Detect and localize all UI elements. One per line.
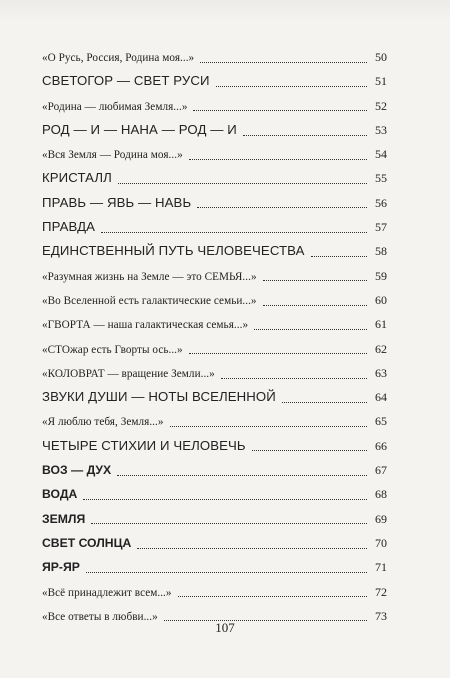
page-number: 107 bbox=[215, 620, 235, 635]
toc-entry-title: «КОЛОВРАТ — вращение Земли...» bbox=[42, 367, 215, 380]
toc-entry bbox=[42, 166, 387, 190]
toc-entry bbox=[42, 94, 387, 118]
dot-leader bbox=[170, 426, 367, 427]
dot-leader bbox=[221, 378, 367, 379]
toc-entry-title: «Я люблю тебя, Земля...» bbox=[42, 416, 164, 429]
toc-entry-title: КРИСТАЛЛ bbox=[42, 170, 112, 186]
toc-entry bbox=[42, 507, 387, 531]
toc-entry-page: 61 bbox=[375, 317, 387, 332]
toc-entry bbox=[42, 361, 387, 385]
toc-entry bbox=[42, 434, 387, 458]
dot-leader bbox=[252, 450, 367, 451]
toc-entry bbox=[42, 288, 387, 312]
toc-entry-page: 71 bbox=[375, 560, 387, 575]
dot-leader bbox=[86, 572, 367, 573]
dot-leader bbox=[282, 402, 367, 403]
toc-entry-page: 53 bbox=[375, 122, 387, 137]
toc-entry-page: 70 bbox=[375, 535, 387, 550]
toc-entry-title: ПРАВЬ — ЯВЬ — НАВЬ bbox=[42, 194, 192, 210]
toc-entry-page: 54 bbox=[375, 147, 387, 162]
dot-leader bbox=[193, 110, 367, 111]
toc-entry-page: 62 bbox=[375, 341, 387, 356]
dot-leader bbox=[189, 159, 367, 160]
toc-entry-title: ЧЕТЫРЕ СТИХИИ И ЧЕЛОВЕЧЬ bbox=[42, 437, 246, 453]
toc-entry bbox=[42, 239, 387, 263]
toc-entry-page: 69 bbox=[375, 511, 387, 526]
dot-leader bbox=[243, 135, 367, 136]
toc-entry bbox=[42, 458, 387, 482]
dot-leader bbox=[101, 232, 367, 233]
toc-entry-title: «Всё принадлежит всем...» bbox=[42, 586, 172, 599]
toc-entry bbox=[42, 531, 387, 555]
dot-leader bbox=[200, 62, 367, 63]
toc-entry-title: ЗЕМЛЯ bbox=[42, 511, 86, 526]
toc-entry-page: 56 bbox=[375, 195, 387, 210]
toc-entry bbox=[42, 142, 387, 166]
toc-entry bbox=[42, 337, 387, 361]
toc-entry bbox=[42, 264, 387, 288]
toc-entry-page: 73 bbox=[375, 608, 387, 623]
dot-leader bbox=[311, 256, 367, 257]
toc-entry-page: 67 bbox=[375, 463, 387, 478]
toc-entry-title: «Во Вселенной есть галактические семьи...» bbox=[42, 294, 257, 307]
toc-entry-title: «О Русь, Россия, Родина моя...» bbox=[42, 52, 195, 64]
toc-entry bbox=[42, 45, 387, 69]
dot-leader bbox=[254, 329, 367, 330]
toc-entry-title: ЕДИНСТВЕННЫЙ ПУТЬ ЧЕЛОВЕЧЕСТВА bbox=[42, 243, 305, 259]
toc-entry-title: «СТОжар есть Гворты ось...» bbox=[42, 343, 183, 356]
table-of-contents bbox=[42, 45, 387, 628]
toc-entry-page: 58 bbox=[375, 244, 387, 259]
dot-leader bbox=[137, 548, 367, 549]
toc-entry-title: ЗВУКИ ДУШИ — НОТЫ ВСЕЛЕННОЙ bbox=[42, 389, 276, 405]
dot-leader bbox=[263, 305, 367, 306]
toc-entry-page: 52 bbox=[375, 98, 387, 113]
dot-leader bbox=[216, 86, 367, 87]
toc-entry-title: ЯР-ЯР bbox=[42, 560, 80, 575]
dot-leader bbox=[178, 596, 367, 597]
toc-entry-title: «Все ответы в любви...» bbox=[42, 610, 158, 623]
toc-entry-title: РОД — И — НАНА — РОД — И bbox=[42, 121, 237, 137]
toc-entry-page: 50 bbox=[375, 50, 387, 64]
toc-entry-title: «Разумная жизнь на Земле — это СЕМЬЯ...» bbox=[42, 270, 257, 283]
toc-entry-title: ПРАВДА bbox=[42, 219, 96, 235]
toc-entry bbox=[42, 215, 387, 239]
toc-entry-page: 57 bbox=[375, 220, 387, 235]
toc-entry bbox=[42, 312, 387, 336]
toc-entry-page: 64 bbox=[375, 390, 387, 405]
toc-entry-title: СВЕТОГОР — СВЕТ РУСИ bbox=[42, 73, 210, 89]
toc-entry-title: ВОДА bbox=[42, 487, 78, 502]
toc-entry bbox=[42, 118, 387, 142]
toc-entry-page: 55 bbox=[375, 171, 387, 186]
toc-entry bbox=[42, 409, 387, 433]
toc-entry-page: 66 bbox=[375, 438, 387, 453]
toc-entry-page: 63 bbox=[375, 365, 387, 380]
dot-leader bbox=[117, 475, 367, 476]
toc-entry bbox=[42, 580, 387, 604]
toc-entry bbox=[42, 69, 387, 93]
toc-entry-title: СВЕТ СОЛНЦА bbox=[42, 535, 132, 550]
toc-entry-page: 68 bbox=[375, 487, 387, 502]
dot-leader bbox=[83, 499, 367, 500]
toc-entry-title: «Вся Земля — Родина моя...» bbox=[42, 149, 183, 162]
dot-leader bbox=[189, 353, 367, 354]
dot-leader bbox=[263, 280, 367, 281]
toc-entry-page: 51 bbox=[375, 74, 387, 89]
toc-entry-title: ВОЗ — ДУХ bbox=[42, 463, 112, 478]
toc-entry-page: 60 bbox=[375, 292, 387, 307]
dot-leader bbox=[118, 183, 367, 184]
toc-entry-page: 65 bbox=[375, 414, 387, 429]
toc-entry-page: 59 bbox=[375, 268, 387, 283]
toc-entry-title: «Родина — любимая Земля...» bbox=[42, 100, 188, 113]
toc-entry-page: 72 bbox=[375, 584, 387, 599]
dot-leader bbox=[91, 523, 367, 524]
toc-entry bbox=[42, 385, 387, 409]
toc-entry-title: «ГВОРТА — наша галактическая семья...» bbox=[42, 319, 249, 332]
toc-entry bbox=[42, 555, 387, 579]
toc-entry bbox=[42, 482, 387, 506]
dot-leader bbox=[197, 207, 367, 208]
toc-entry bbox=[42, 191, 387, 215]
